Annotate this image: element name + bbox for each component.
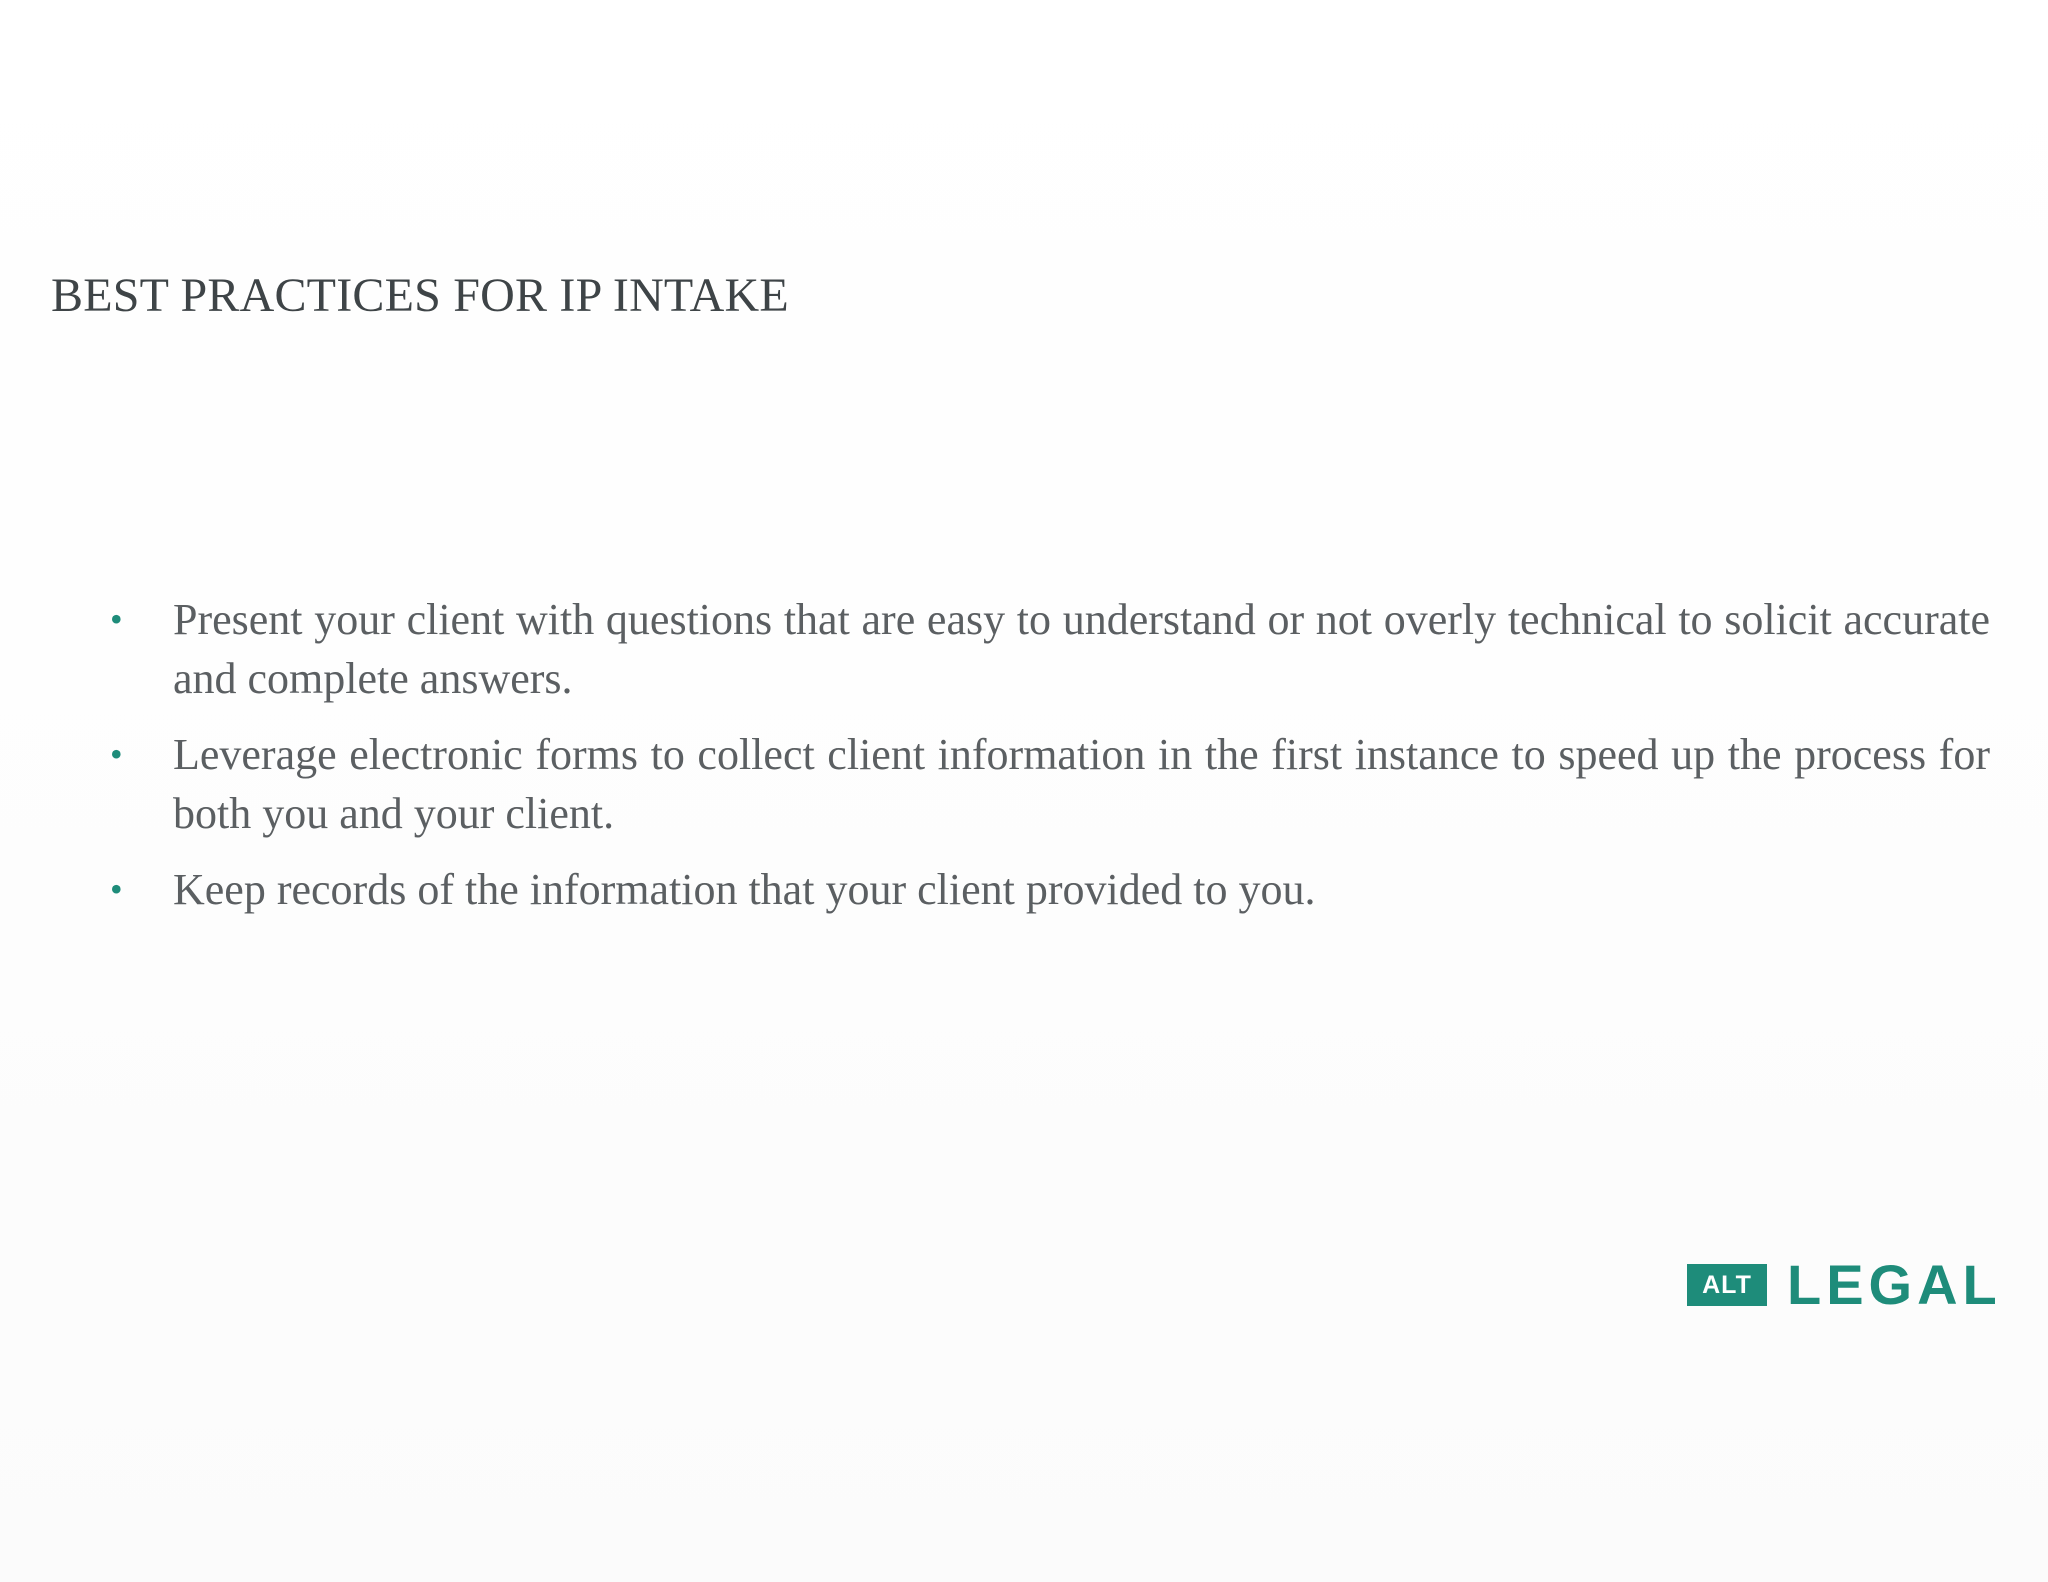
bullet-icon: • bbox=[110, 599, 123, 639]
logo-badge: ALT bbox=[1687, 1264, 1767, 1306]
bullet-text: Leverage electronic forms to collect client information in the first instance to speed up the process for both you and your client. bbox=[173, 730, 1990, 838]
bullet-list bbox=[110, 590, 1990, 936]
alt-legal-logo bbox=[1687, 1253, 2002, 1316]
slide-title: BEST PRACTICES FOR IP INTAKE bbox=[51, 269, 789, 322]
bullet-icon: • bbox=[110, 869, 123, 909]
bullet-item bbox=[110, 860, 1990, 919]
bullet-text: Present your client with questions that are easy to understand or not overly technical to solicit accurate and complete answers. bbox=[173, 595, 1990, 703]
bullet-item bbox=[110, 725, 1990, 843]
bullet-item bbox=[110, 590, 1990, 708]
bullet-icon: • bbox=[110, 734, 123, 774]
bullet-text: Keep records of the information that your client provided to you. bbox=[173, 865, 1316, 914]
logo-wordmark: LEGAL bbox=[1787, 1253, 2002, 1316]
